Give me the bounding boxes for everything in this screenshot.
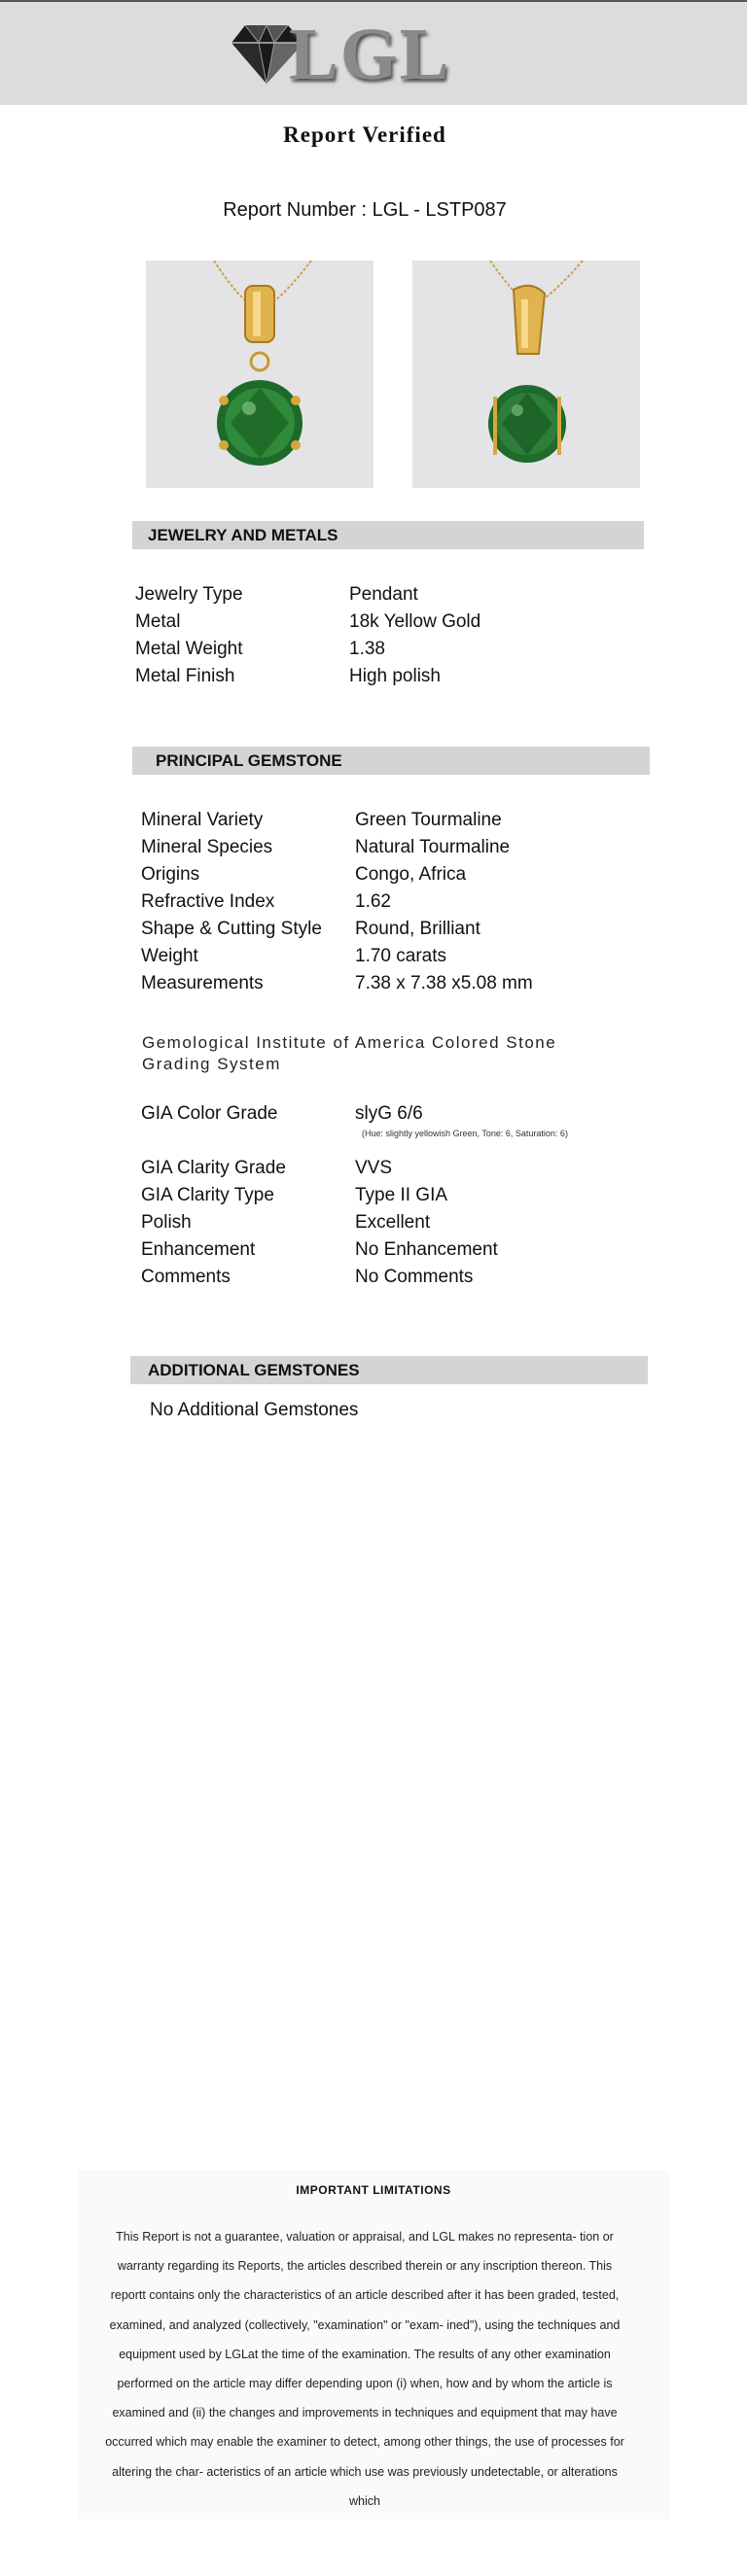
row-value: Excellent (355, 1212, 431, 1233)
lgl-logo (226, 12, 479, 99)
gia-system-heading: Gemological Institute of America Colored Stone Grading System (142, 1033, 557, 1073)
row-value: 1.38 (349, 639, 385, 659)
row-label: Comments (141, 1267, 231, 1287)
pendant-photo-side (412, 261, 640, 488)
row-label: Weight (141, 946, 198, 966)
row-label: Measurements (141, 973, 264, 993)
pendant-photo-front (146, 261, 374, 488)
row-label: Mineral Species (141, 837, 273, 857)
limitations-heading: IMPORTANT LIMITATIONS (296, 2183, 451, 2197)
row-label: Refractive Index (141, 891, 275, 912)
color-grade-note: (Hue: slightly yellowish Green, Tone: 6, Saturation: 6) (362, 1129, 568, 1138)
additional-gemstones-text: No Additional Gemstones (150, 1400, 359, 1420)
row-label: Metal Weight (135, 639, 243, 659)
row-label: Origins (141, 864, 200, 885)
row-value: 1.62 (355, 891, 391, 912)
row-label: Metal (135, 611, 181, 632)
row-label: GIA Clarity Grade (141, 1158, 286, 1178)
limitations-text: This Report is not a guarantee, valuation or appraisal, and LGL makes no representa- tion or warranty regarding its Reports, the articles described therein or any inscription thereon. This reportt contains only the characteristics of an article described after it has been graded, tested, examined, and analyzed (collectively, "examination" or "exam- ined"), using the techniques and equipment used by LGLat the time of the examination. The results of any other examination performed on the article may differ depending upon (i) when, how and by whom the article is examined and (ii) the changes and improvements in techniques and equipment that may have occurred which may enable the examiner to detect, among other things, the use of processes for altering the char- acteristics of an article which use was previously undetectable, or alterations which (105, 2230, 624, 2508)
row-label: Shape & Cutting Style (141, 919, 322, 939)
row-label: GIA Clarity Type (141, 1185, 274, 1205)
section-additional-heading: ADDITIONAL GEMSTONES (130, 1356, 648, 1384)
section-jewelry-heading: JEWELRY AND METALS (132, 521, 644, 549)
row-value: 7.38 x 7.38 x5.08 mm (355, 973, 533, 993)
row-value: Round, Brilliant (355, 919, 480, 939)
row-value: Congo, Africa (355, 864, 467, 885)
row-value: 18k Yellow Gold (349, 611, 481, 632)
row-label: Jewelry Type (135, 584, 243, 605)
row-label: Mineral Variety (141, 810, 264, 830)
color-grade-label: GIA Color Grade (141, 1103, 278, 1124)
row-label: Metal Finish (135, 666, 235, 686)
row-value: 1.70 carats (355, 946, 446, 966)
row-value: Natural Tourmaline (355, 837, 511, 857)
color-grade-value: slyG 6/6 (355, 1103, 423, 1124)
row-value: High polish (349, 666, 441, 686)
header-banner (0, 0, 747, 105)
row-value: Type II GIA (355, 1185, 448, 1205)
row-value: No Comments (355, 1267, 474, 1287)
row-value: Pendant (349, 584, 418, 605)
row-value: VVS (355, 1158, 393, 1178)
section-principal-heading: PRINCIPAL GEMSTONE (132, 747, 650, 775)
row-label: Polish (141, 1212, 192, 1233)
report-number: Report Number : LGL - LSTP087 (223, 199, 507, 221)
logo-text: LGL (289, 14, 451, 95)
row-value: Green Tourmaline (355, 810, 502, 830)
row-value: No Enhancement (355, 1239, 498, 1260)
page-title: Report Verified (283, 122, 446, 147)
row-label: Enhancement (141, 1239, 256, 1260)
